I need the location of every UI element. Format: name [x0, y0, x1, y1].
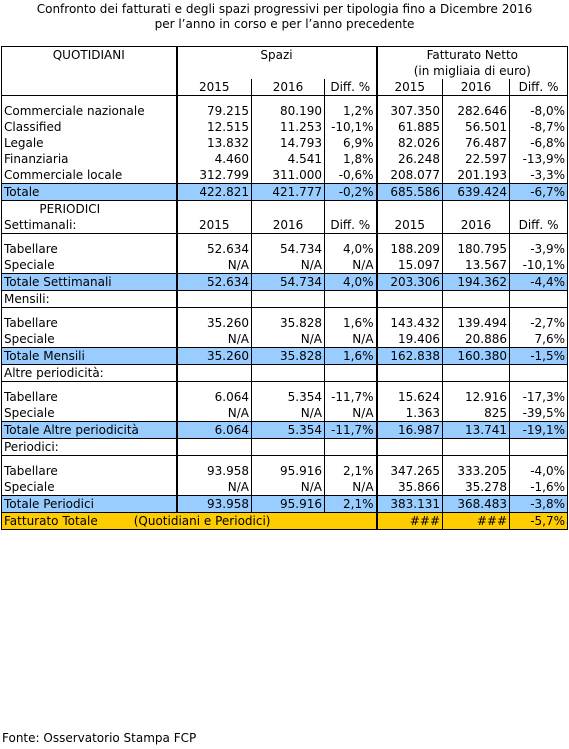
periodici-totale-row — [2, 496, 568, 513]
title-line-2: per l’anno in corso e per l’anno precedente — [154, 17, 415, 31]
cell-s15: 93.958 — [177, 463, 252, 479]
data-table — [1, 46, 568, 530]
row-label: Totale Mensili — [2, 348, 177, 365]
cell-sd: 1,6% — [343, 316, 374, 330]
quotidiani-row — [2, 167, 568, 184]
cell-s16: 4.541 — [252, 151, 325, 167]
cell-f16: ### — [443, 513, 510, 530]
fatturato-totale-sublabel: (Quotidiani e Periodici) — [133, 514, 271, 528]
fatturato-totale-title: Fatturato Totale — [4, 514, 98, 528]
cell-s16: N/A — [252, 479, 325, 496]
cell-f15: 208.077 — [377, 167, 443, 184]
settimanali-totale-row — [2, 274, 568, 291]
row-label: Tabellare — [2, 463, 177, 479]
altre-tabellare-row — [2, 389, 568, 405]
cell-s16: 11.253 — [252, 119, 325, 135]
settimanali-header-row — [2, 217, 568, 234]
mensili-speciale-row — [2, 331, 568, 348]
cell-fd: -13,9% — [510, 151, 568, 167]
col-spazi-2015: 2015 — [177, 217, 252, 234]
row-label: Totale — [2, 184, 177, 201]
cell-f16: 282.646 — [443, 103, 510, 119]
cell-f15: 347.265 — [377, 463, 443, 479]
cell-fd: -3,8% — [510, 496, 568, 513]
cell-sd: N/A — [352, 406, 374, 420]
cell-fd: -5,7% — [510, 513, 568, 530]
col-fatt-diff: Diff. % — [510, 79, 568, 96]
cell-sd: N/A — [352, 258, 374, 272]
cell-f16: 180.795 — [443, 241, 510, 257]
cell-s15: N/A — [177, 405, 252, 422]
cell-s15: 52.634 — [177, 241, 252, 257]
quotidiani-row — [2, 151, 568, 167]
cell-s16: N/A — [252, 331, 325, 348]
mensili-header-row — [2, 291, 568, 308]
cell-sd: 4,0% — [343, 242, 374, 256]
cell-fd: -2,7% — [510, 315, 568, 331]
cell-sd: N/A — [352, 480, 374, 494]
quotidiani-row — [2, 103, 568, 119]
header-row-2 — [2, 63, 568, 79]
cell-f16: 201.193 — [443, 167, 510, 184]
row-label: Finanziaria — [2, 151, 177, 167]
cell-f16: 13.741 — [443, 422, 510, 439]
col-spazi-diff: Diff. % — [325, 217, 377, 234]
cell-fd: -10,1% — [510, 257, 568, 274]
section-label: Mensili: — [2, 291, 177, 308]
mensili-tabellare-row — [2, 315, 568, 331]
cell-f16: 160.380 — [443, 348, 510, 365]
cell-sd: -11,7% — [331, 390, 374, 404]
cell-f16: 76.487 — [443, 135, 510, 151]
cell-f15: 35.866 — [377, 479, 443, 496]
cell-f15: 188.209 — [377, 241, 443, 257]
cell-s16: 35.828 — [252, 348, 325, 365]
cell-s15: 79.215 — [177, 103, 252, 119]
cell-f16: 825 — [443, 405, 510, 422]
cell-sd: 6,9% — [343, 136, 374, 150]
cell-fd: -1,5% — [510, 348, 568, 365]
col-fatt-2015: 2015 — [377, 217, 443, 234]
cell-f15: 82.026 — [377, 135, 443, 151]
cell-f16: 333.205 — [443, 463, 510, 479]
cell-s15: 35.260 — [177, 348, 252, 365]
settimanali-speciale-row — [2, 257, 568, 274]
cell-f16: 35.278 — [443, 479, 510, 496]
col-spazi-diff: Diff. % — [325, 79, 377, 96]
cell-s16: 311.000 — [252, 167, 325, 184]
cell-fd: -3,3% — [510, 167, 568, 184]
cell-s15: 312.799 — [177, 167, 252, 184]
row-label: Speciale — [2, 331, 177, 348]
cell-s16: N/A — [252, 257, 325, 274]
cell-s15: N/A — [177, 479, 252, 496]
title-line-1: Confronto dei fatturati e degli spazi progressivi per tipologia fino a Dicembre 2016 — [36, 2, 533, 16]
report-title — [0, 2, 569, 32]
cell-f15: 19.406 — [377, 331, 443, 348]
cell-fd: -1,6% — [510, 479, 568, 496]
cell-s16: 54.734 — [252, 274, 325, 291]
fatturato-header: Fatturato Netto — [377, 47, 568, 64]
row-label: Totale Settimanali — [2, 274, 177, 291]
cell-fd: -8,7% — [510, 119, 568, 135]
header-row-3 — [2, 79, 568, 96]
cell-f15: 61.885 — [377, 119, 443, 135]
row-label: Tabellare — [2, 315, 177, 331]
quotidiani-row — [2, 119, 568, 135]
cell-fd: -3,9% — [510, 241, 568, 257]
cell-s15: 13.832 — [177, 135, 252, 151]
cell-s15: 4.460 — [177, 151, 252, 167]
row-label: Legale — [2, 135, 177, 151]
periodici-header-row — [2, 439, 568, 456]
cell-fd: -8,0% — [510, 103, 568, 119]
cell-sd: 1,6% — [325, 348, 377, 365]
section-label: Periodici: — [2, 439, 177, 456]
cell-fd: -6,8% — [510, 135, 568, 151]
row-label: Commerciale nazionale — [2, 103, 177, 119]
cell-s16: 421.777 — [252, 184, 325, 201]
cell-s15: 52.634 — [177, 274, 252, 291]
cell-fd: -19,1% — [510, 422, 568, 439]
cell-s16: 5.354 — [252, 389, 325, 405]
cell-sd: 2,1% — [343, 464, 374, 478]
quotidiani-header: QUOTIDIANI — [2, 47, 177, 64]
cell-s16: 5.354 — [252, 422, 325, 439]
col-fatt-diff: Diff. % — [510, 217, 568, 234]
cell-f16: 22.597 — [443, 151, 510, 167]
cell-s15: 12.515 — [177, 119, 252, 135]
cell-f16: 20.886 — [443, 331, 510, 348]
cell-s15: 6.064 — [177, 389, 252, 405]
row-label: Totale Periodici — [2, 496, 177, 513]
cell-f16: 13.567 — [443, 257, 510, 274]
section-label: Altre periodicità: — [2, 365, 177, 382]
spazi-header: Spazi — [177, 47, 377, 64]
cell-f16: 368.483 — [443, 496, 510, 513]
fatturato-subheader: (in migliaia di euro) — [377, 63, 568, 79]
totale-row — [2, 184, 568, 201]
cell-s15: 35.260 — [177, 315, 252, 331]
cell-s16: 14.793 — [252, 135, 325, 151]
cell-f16: 139.494 — [443, 315, 510, 331]
altre-speciale-row — [2, 405, 568, 422]
cell-s16: 54.734 — [252, 241, 325, 257]
cell-sd: 2,1% — [325, 496, 377, 513]
cell-f15: 162.838 — [377, 348, 443, 365]
cell-s16: 35.828 — [252, 315, 325, 331]
cell-fd: -4,4% — [510, 274, 568, 291]
col-spazi-2015: 2015 — [177, 79, 252, 96]
row-label: Classified — [2, 119, 177, 135]
row-label: Tabellare — [2, 389, 177, 405]
cell-fd: -39,5% — [510, 405, 568, 422]
cell-f15: 16.987 — [377, 422, 443, 439]
cell-fd: 7,6% — [510, 331, 568, 348]
cell-f15: ### — [377, 513, 443, 530]
cell-f16: 194.362 — [443, 274, 510, 291]
cell-sd: 1,2% — [343, 104, 374, 118]
cell-f15: 307.350 — [377, 103, 443, 119]
cell-f15: 383.131 — [377, 496, 443, 513]
cell-s16: 80.190 — [252, 103, 325, 119]
col-fatt-2016: 2016 — [443, 79, 510, 96]
row-label: Totale Altre periodicità — [2, 422, 177, 439]
altre-totale-row — [2, 422, 568, 439]
col-fatt-2016: 2016 — [443, 217, 510, 234]
section-label: PERIODICI — [2, 201, 177, 218]
cell-f15: 15.097 — [377, 257, 443, 274]
cell-f16: 12.916 — [443, 389, 510, 405]
header-row-1 — [2, 47, 568, 64]
cell-fd: -17,3% — [510, 389, 568, 405]
cell-f15: 15.624 — [377, 389, 443, 405]
cell-sd: 4,0% — [325, 274, 377, 291]
cell-sd: N/A — [352, 332, 374, 346]
altre-header-row — [2, 365, 568, 382]
col-fatt-2015: 2015 — [377, 79, 443, 96]
settimanali-tabellare-row — [2, 241, 568, 257]
row-label: Speciale — [2, 257, 177, 274]
cell-f15: 1.363 — [377, 405, 443, 422]
cell-s15: 93.958 — [177, 496, 252, 513]
cell-s15: N/A — [177, 331, 252, 348]
col-spazi-2016: 2016 — [252, 79, 325, 96]
row-label: Commerciale locale — [2, 167, 177, 184]
quotidiani-row — [2, 135, 568, 151]
cell-sd: -11,7% — [325, 422, 377, 439]
mensili-totale-row — [2, 348, 568, 365]
cell-s15: 6.064 — [177, 422, 252, 439]
periodici-speciale-row — [2, 479, 568, 496]
col-spazi-2016: 2016 — [252, 217, 325, 234]
cell-f16: 639.424 — [443, 184, 510, 201]
cell-s16: N/A — [252, 405, 325, 422]
cell-sd: -0,6% — [338, 168, 374, 182]
cell-f15: 203.306 — [377, 274, 443, 291]
cell-f16: 56.501 — [443, 119, 510, 135]
source-note: Fonte: Osservatorio Stampa FCP — [2, 731, 197, 745]
cell-sd: -0,2% — [325, 184, 377, 201]
cell-sd: 1,8% — [343, 152, 374, 166]
cell-s16: 95.916 — [252, 496, 325, 513]
cell-s16: 95.916 — [252, 463, 325, 479]
cell-fd: -6,7% — [510, 184, 568, 201]
cell-f15: 143.432 — [377, 315, 443, 331]
row-label: Speciale — [2, 405, 177, 422]
fatturato-totale-label — [2, 513, 377, 530]
periodici-tabellare-row — [2, 463, 568, 479]
section-label: Settimanali: — [2, 217, 177, 234]
periodici-header-row — [2, 201, 568, 218]
cell-s15: 422.821 — [177, 184, 252, 201]
fatturato-totale-row — [2, 513, 568, 530]
cell-sd: -10,1% — [331, 120, 374, 134]
row-label: Tabellare — [2, 241, 177, 257]
cell-f15: 26.248 — [377, 151, 443, 167]
row-label: Speciale — [2, 479, 177, 496]
cell-f15: 685.586 — [377, 184, 443, 201]
cell-fd: -4,0% — [510, 463, 568, 479]
cell-s15: N/A — [177, 257, 252, 274]
